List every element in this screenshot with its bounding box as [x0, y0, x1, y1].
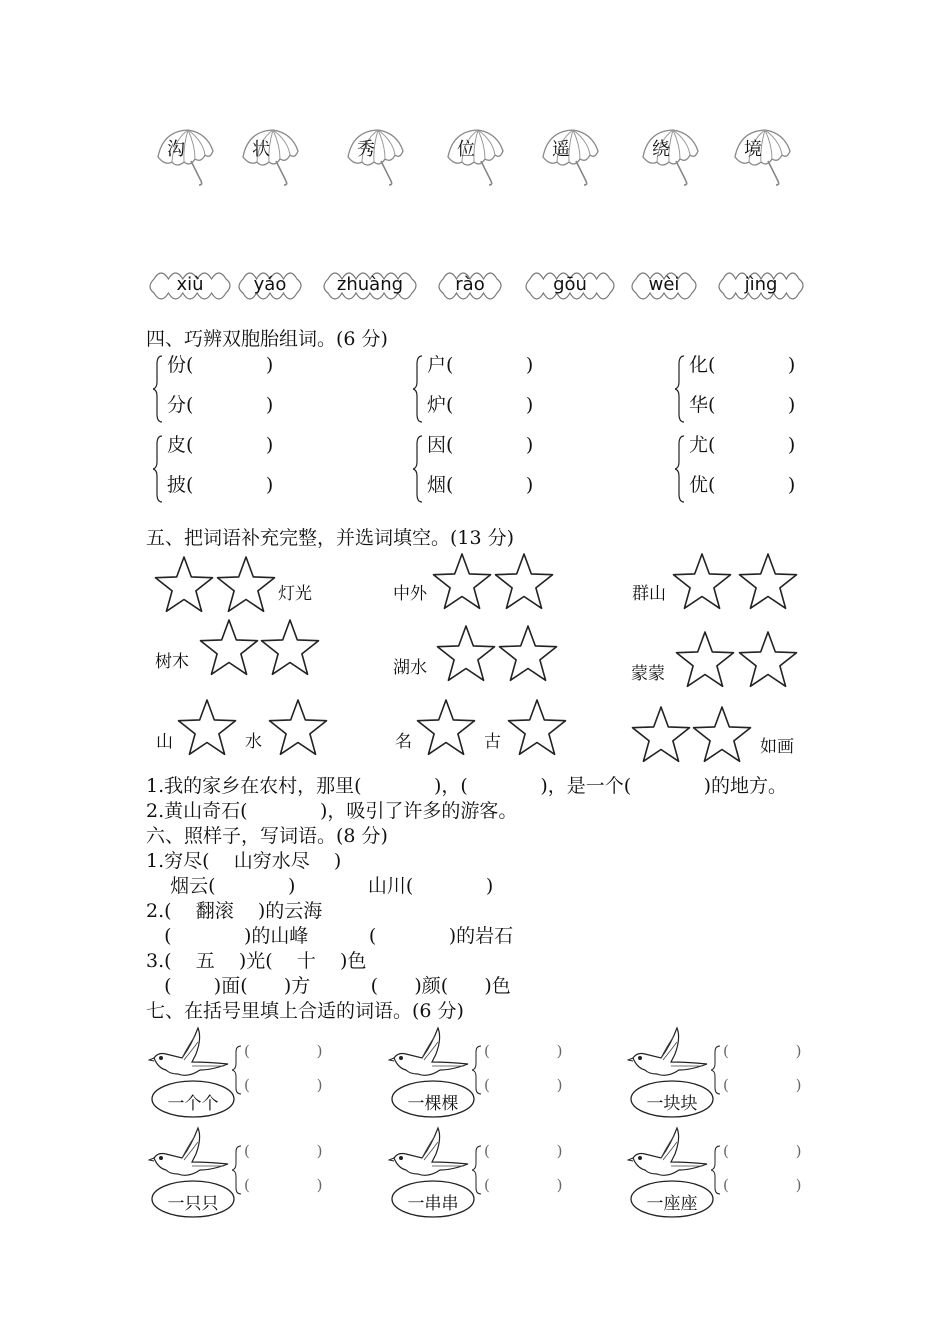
- measure-word: 一块块: [646, 1094, 698, 1114]
- answer-blank[interactable]: ( ): [723, 1042, 802, 1060]
- word-label: 如画: [760, 737, 794, 757]
- pinyin-text: yáo: [253, 274, 287, 295]
- star-blank[interactable]: [505, 697, 569, 763]
- star-blank[interactable]: [266, 697, 330, 763]
- blank-pair: [472, 1142, 582, 1212]
- pinyin-text: xiù: [176, 274, 204, 295]
- umbrella-text: 秀: [357, 139, 375, 160]
- answer-blank[interactable]: ( ): [244, 1142, 323, 1160]
- pinyin-text: zhuàng: [336, 274, 404, 295]
- answer-blank[interactable]: ( ): [723, 1142, 802, 1160]
- word-label: 名: [395, 732, 412, 752]
- answer-blank[interactable]: ( ): [484, 1176, 563, 1194]
- measure-word: 一个个: [167, 1094, 219, 1114]
- star-blank[interactable]: [690, 704, 754, 770]
- blank-pair: [232, 1142, 342, 1212]
- pinyin-cloud: [630, 266, 698, 306]
- pinyin-cloud: [148, 266, 232, 306]
- question-line: 3.( 五 )光( 十 )色: [146, 950, 367, 972]
- pair-word[interactable]: 皮( ): [167, 434, 274, 456]
- star-blank[interactable]: [673, 629, 737, 695]
- umbrella-char: [445, 127, 507, 189]
- question-line: 1.我的家乡在农村，那里( )，( )，是一个( )的地方。: [146, 775, 788, 797]
- umbrella-text: 绕: [652, 139, 670, 160]
- measure-word: 一座座: [646, 1194, 698, 1214]
- section5-title: 五、把词语补充完整，并选词填空。(13 分): [146, 527, 515, 549]
- pair-word[interactable]: 炉( ): [427, 394, 534, 416]
- section6-title: 六、照样子，写词语。(8 分): [146, 825, 388, 847]
- pinyin-text: jìng: [744, 274, 778, 295]
- answer-blank[interactable]: ( ): [244, 1076, 323, 1094]
- answer-blank[interactable]: ( ): [723, 1076, 802, 1094]
- answer-blank[interactable]: ( ): [723, 1176, 802, 1194]
- question-line: 2.黄山奇石( )，吸引了许多的游客。: [146, 800, 518, 822]
- word-label: 湖水: [393, 658, 427, 678]
- char-pair: [675, 430, 855, 510]
- umbrella-text: 境: [744, 139, 762, 160]
- word-label: 灯光: [278, 584, 312, 604]
- answer-blank[interactable]: ( ): [484, 1042, 563, 1060]
- pair-word[interactable]: 化( ): [689, 354, 796, 376]
- word-label: 群山: [632, 584, 666, 604]
- pair-word[interactable]: 披( ): [167, 474, 274, 496]
- umbrella-char: [345, 127, 407, 189]
- word-label: 中外: [393, 584, 427, 604]
- star-blank[interactable]: [492, 551, 556, 617]
- measure-word: 一只只: [167, 1194, 219, 1214]
- pair-word[interactable]: 烟( ): [427, 474, 534, 496]
- char-pair: [153, 430, 333, 510]
- pinyin-text: gōu: [553, 274, 587, 295]
- umbrella-text: 状: [252, 139, 270, 160]
- pair-word[interactable]: 分( ): [167, 394, 274, 416]
- pinyin-cloud: [717, 266, 805, 306]
- blank-pair: [472, 1042, 582, 1112]
- word-label: 树木: [155, 652, 189, 672]
- star-blank[interactable]: [629, 704, 693, 770]
- word-label: 蒙蒙: [631, 664, 665, 684]
- answer-blank[interactable]: ( ): [484, 1076, 563, 1094]
- measure-word: 一棵棵: [407, 1094, 459, 1114]
- pair-word[interactable]: 户( ): [427, 354, 534, 376]
- umbrella-text: 沟: [167, 139, 185, 160]
- pair-word[interactable]: 华( ): [689, 394, 796, 416]
- char-pair: [153, 350, 333, 430]
- char-pair: [413, 430, 593, 510]
- char-pair: [413, 350, 593, 430]
- section4-title: 四、巧辨双胞胎组词。(6 分): [146, 328, 388, 350]
- pair-word[interactable]: 尤( ): [689, 434, 796, 456]
- char-pair: [675, 350, 855, 430]
- umbrella-char: [155, 127, 217, 189]
- section7-title: 七、在括号里填上合适的词语。(6 分): [146, 1000, 464, 1022]
- star-blank[interactable]: [175, 697, 239, 763]
- pinyin-text: rào: [455, 274, 485, 295]
- question-line: ( )的山峰 ( )的岩石: [146, 925, 514, 947]
- star-blank[interactable]: [670, 551, 734, 617]
- pinyin-cloud: [524, 266, 616, 306]
- pair-word[interactable]: 因( ): [427, 434, 534, 456]
- question-line: 2.( 翻滚 )的云海: [146, 900, 323, 922]
- umbrella-text: 遥: [552, 139, 570, 160]
- measure-word: 一串串: [407, 1194, 459, 1214]
- answer-blank[interactable]: ( ): [484, 1142, 563, 1160]
- blank-pair: [711, 1142, 821, 1212]
- star-blank[interactable]: [434, 623, 498, 689]
- blank-pair: [711, 1042, 821, 1112]
- pair-word[interactable]: 优( ): [689, 474, 796, 496]
- blank-pair: [232, 1042, 342, 1112]
- pinyin-cloud: [237, 266, 303, 306]
- pinyin-text: wèi: [648, 274, 680, 295]
- umbrella-char: [732, 127, 794, 189]
- question-line: ( )面( )方 ( )颜( )色: [146, 975, 511, 997]
- word-label: 山: [156, 732, 173, 752]
- umbrella-char: [540, 127, 602, 189]
- star-blank[interactable]: [496, 623, 560, 689]
- star-blank[interactable]: [258, 617, 322, 683]
- star-blank[interactable]: [414, 697, 478, 763]
- word-label: 水: [245, 732, 262, 752]
- pair-word[interactable]: 份( ): [167, 354, 274, 376]
- star-blank[interactable]: [214, 554, 278, 620]
- question-line: 1.穷尽( 山穷水尽 ): [146, 850, 342, 872]
- answer-blank[interactable]: ( ): [244, 1176, 323, 1194]
- answer-blank[interactable]: ( ): [244, 1042, 323, 1060]
- star-blank[interactable]: [152, 554, 216, 620]
- pinyin-cloud: [437, 266, 503, 306]
- umbrella-text: 位: [457, 139, 475, 160]
- question-line: 烟云( ) 山川( ): [146, 875, 494, 897]
- umbrella-char: [240, 127, 302, 189]
- word-label: 古: [484, 732, 501, 752]
- star-blank[interactable]: [197, 617, 261, 683]
- star-blank[interactable]: [430, 551, 494, 617]
- star-blank[interactable]: [736, 551, 800, 617]
- umbrella-char: [640, 127, 702, 189]
- star-blank[interactable]: [736, 629, 800, 695]
- pinyin-cloud: [322, 266, 418, 306]
